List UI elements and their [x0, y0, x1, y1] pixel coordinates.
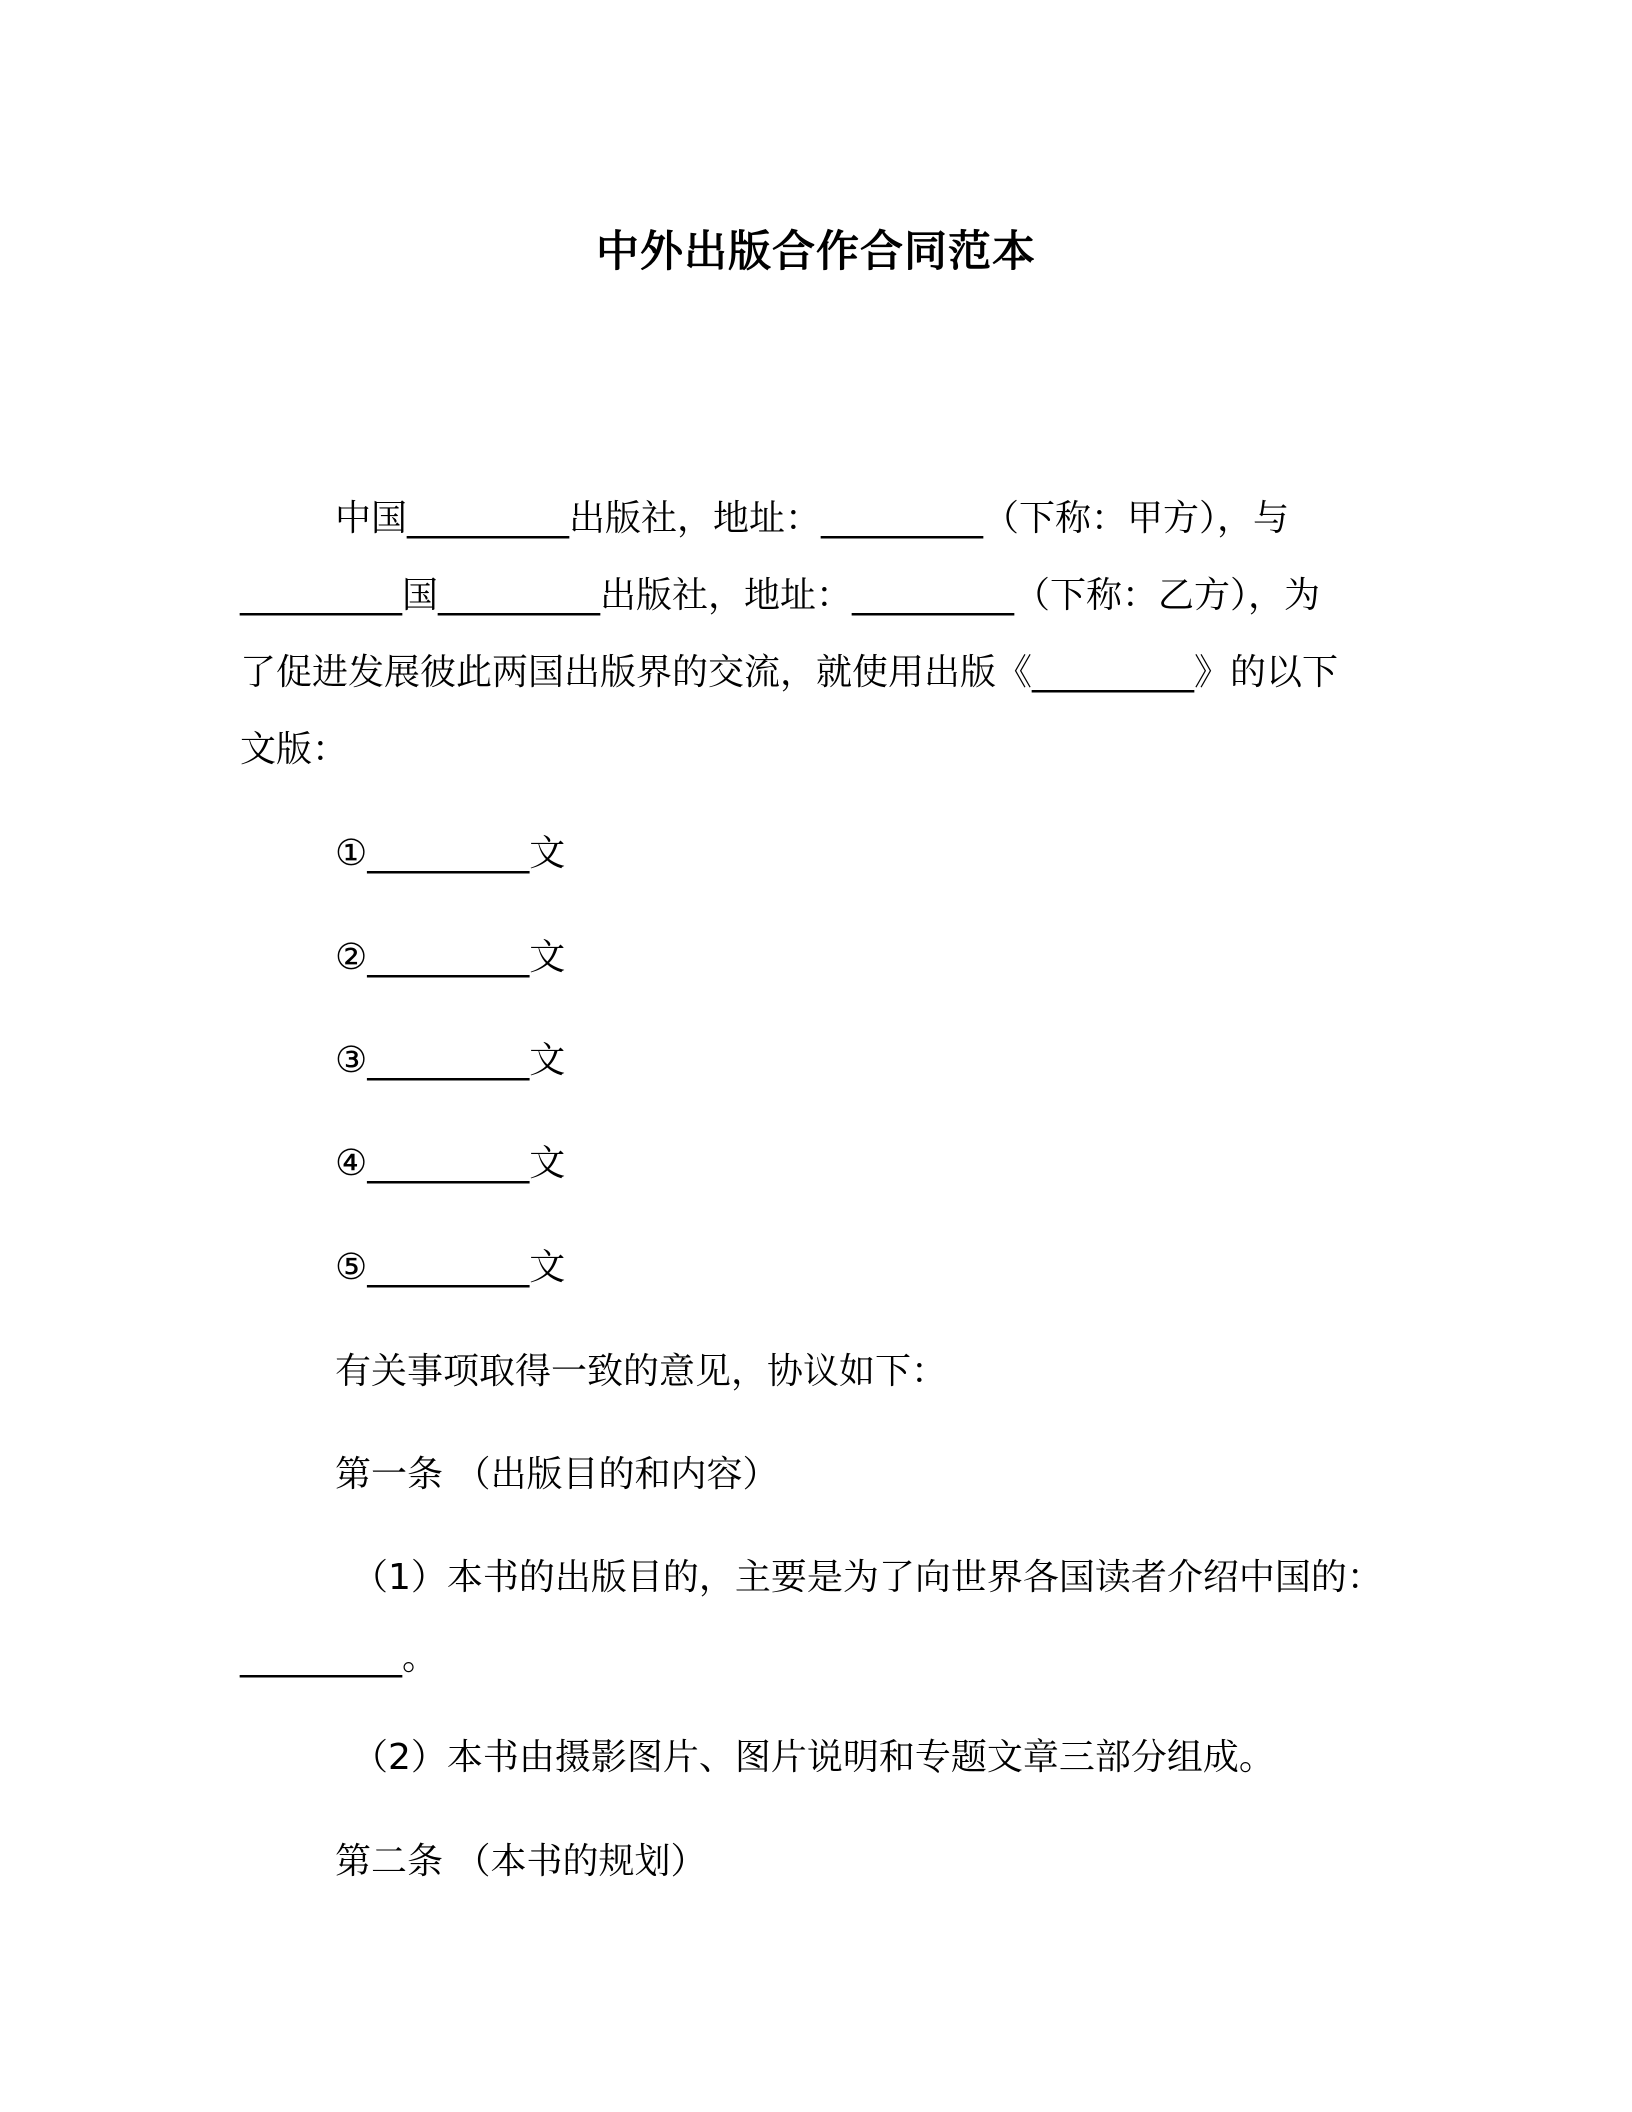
- article-2-heading: 第二条 （本书的规划）: [335, 1841, 707, 1882]
- intro-line-2: _________国_________出版社，地址：_________（下称：乙方），为: [240, 575, 1321, 616]
- article-1-item-1-line-2: _________。: [240, 1637, 439, 1678]
- document-title: 中外出版合作合同范本: [596, 227, 1036, 277]
- intro-line-4: 文版：: [240, 729, 349, 770]
- edition-item-5: ⑤_________文: [335, 1247, 566, 1288]
- intro-line-1: 中国_________出版社，地址：_________（下称：甲方），与: [335, 498, 1290, 539]
- edition-item-3: ③_________文: [335, 1040, 566, 1081]
- intro-line-3: 了促进发展彼此两国出版界的交流，就使用出版《_________》的以下: [240, 652, 1339, 693]
- article-1-item-2: （2）本书由摄影图片、图片说明和专题文章三部分组成。: [352, 1737, 1275, 1778]
- edition-item-2: ②_________文: [335, 937, 566, 978]
- article-1-item-1-line-1: （1）本书的出版目的，主要是为了向世界各国读者介绍中国的：: [352, 1557, 1383, 1598]
- agreement-line: 有关事项取得一致的意见，协议如下：: [335, 1351, 948, 1392]
- edition-item-1: ①_________文: [335, 833, 566, 874]
- edition-item-4: ④_________文: [335, 1143, 566, 1184]
- article-1-heading: 第一条 （出版目的和内容）: [335, 1454, 779, 1495]
